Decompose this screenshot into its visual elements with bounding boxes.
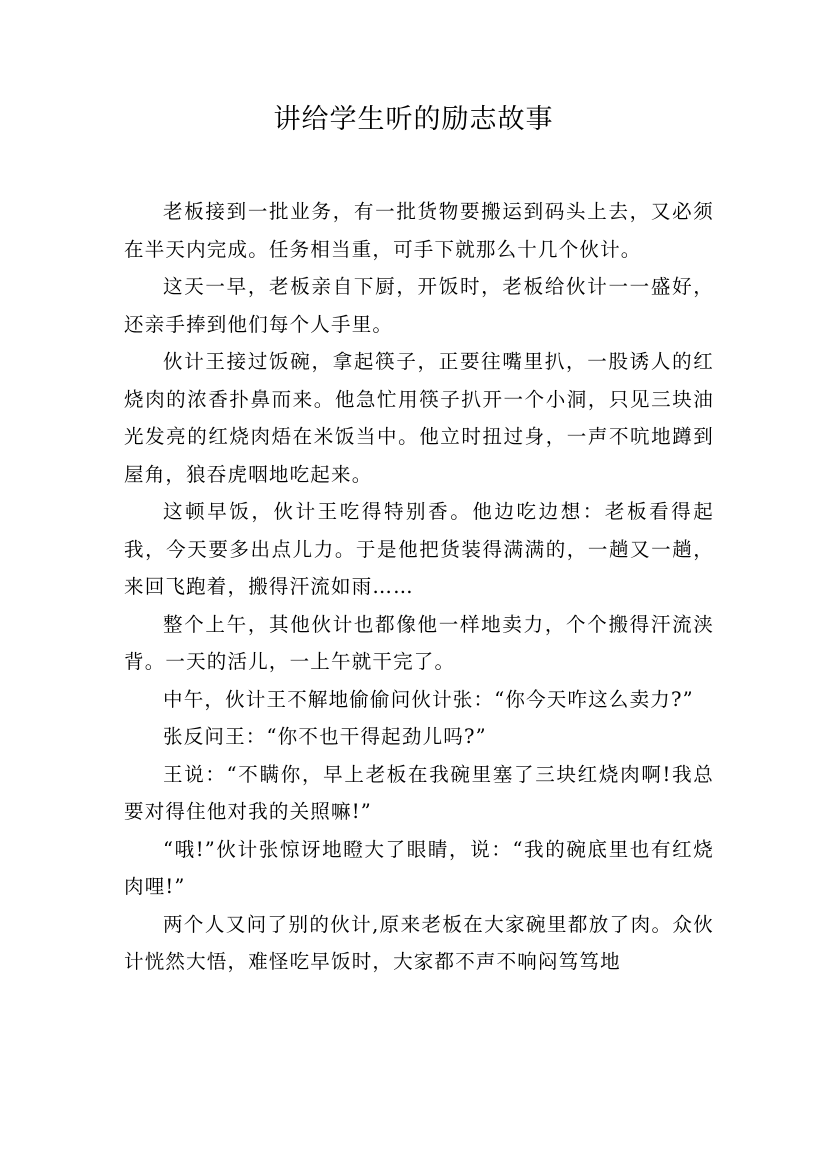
paragraph: 整个上午，其他伙计也都像他一样地卖力，个个搬得汗流浃背。一天的活儿，一上午就干完了。 <box>124 612 714 673</box>
paragraph: 中午，伙计王不解地偷偷问伙计张：“你今天咋这么卖力?” <box>163 687 694 711</box>
paragraph: 张反问王：“你不也干得起劲儿吗?” <box>163 725 487 748</box>
paragraph: 两个人又问了别的伙计,原来老板在大家碗里都放了肉。众伙计恍然大悟，难怪吃早饭时，大家都不声不响闷笃笃地 <box>124 912 714 973</box>
paragraph: 这天一早，老板亲自下厨，开饭时，老板给伙计一一盛好，还亲手捧到他们每个人手里。 <box>124 275 714 336</box>
paragraph: 这顿早饭，伙计王吃得特别香。他边吃边想：老板看得起我，今天要多出点儿力。于是他把货装得满满的，一趟又一趟，来回飞跑着，搬得汗流如雨…… <box>124 500 714 598</box>
paragraph: “哦!”伙计张惊讶地瞪大了眼睛，说：“我的碗底里也有红烧肉哩!” <box>124 837 714 898</box>
paragraph: 伙计王接过饭碗，拿起筷子，正要往嘴里扒，一股诱人的红烧肉的浓香扑鼻而来。他急忙用筷子扒开一个小洞，只见三块油光发亮的红烧肉焐在米饭当中。他立时扭过身，一声不吭地蹲到屋角，狼吞虎咽地吃起来。 <box>124 350 714 486</box>
paragraph: 王说：“不瞒你，早上老板在我碗里塞了三块红烧肉啊!我总要对得住他对我的关照嘛!” <box>124 762 714 823</box>
article-body <box>124 193 714 981</box>
page-title: 讲给学生听的励志故事 <box>273 104 554 135</box>
paragraph: 老板接到一批业务，有一批货物要搬运到码头上去，又必须在半天内完成。任务相当重，可手下就那么十几个伙计。 <box>124 200 714 261</box>
